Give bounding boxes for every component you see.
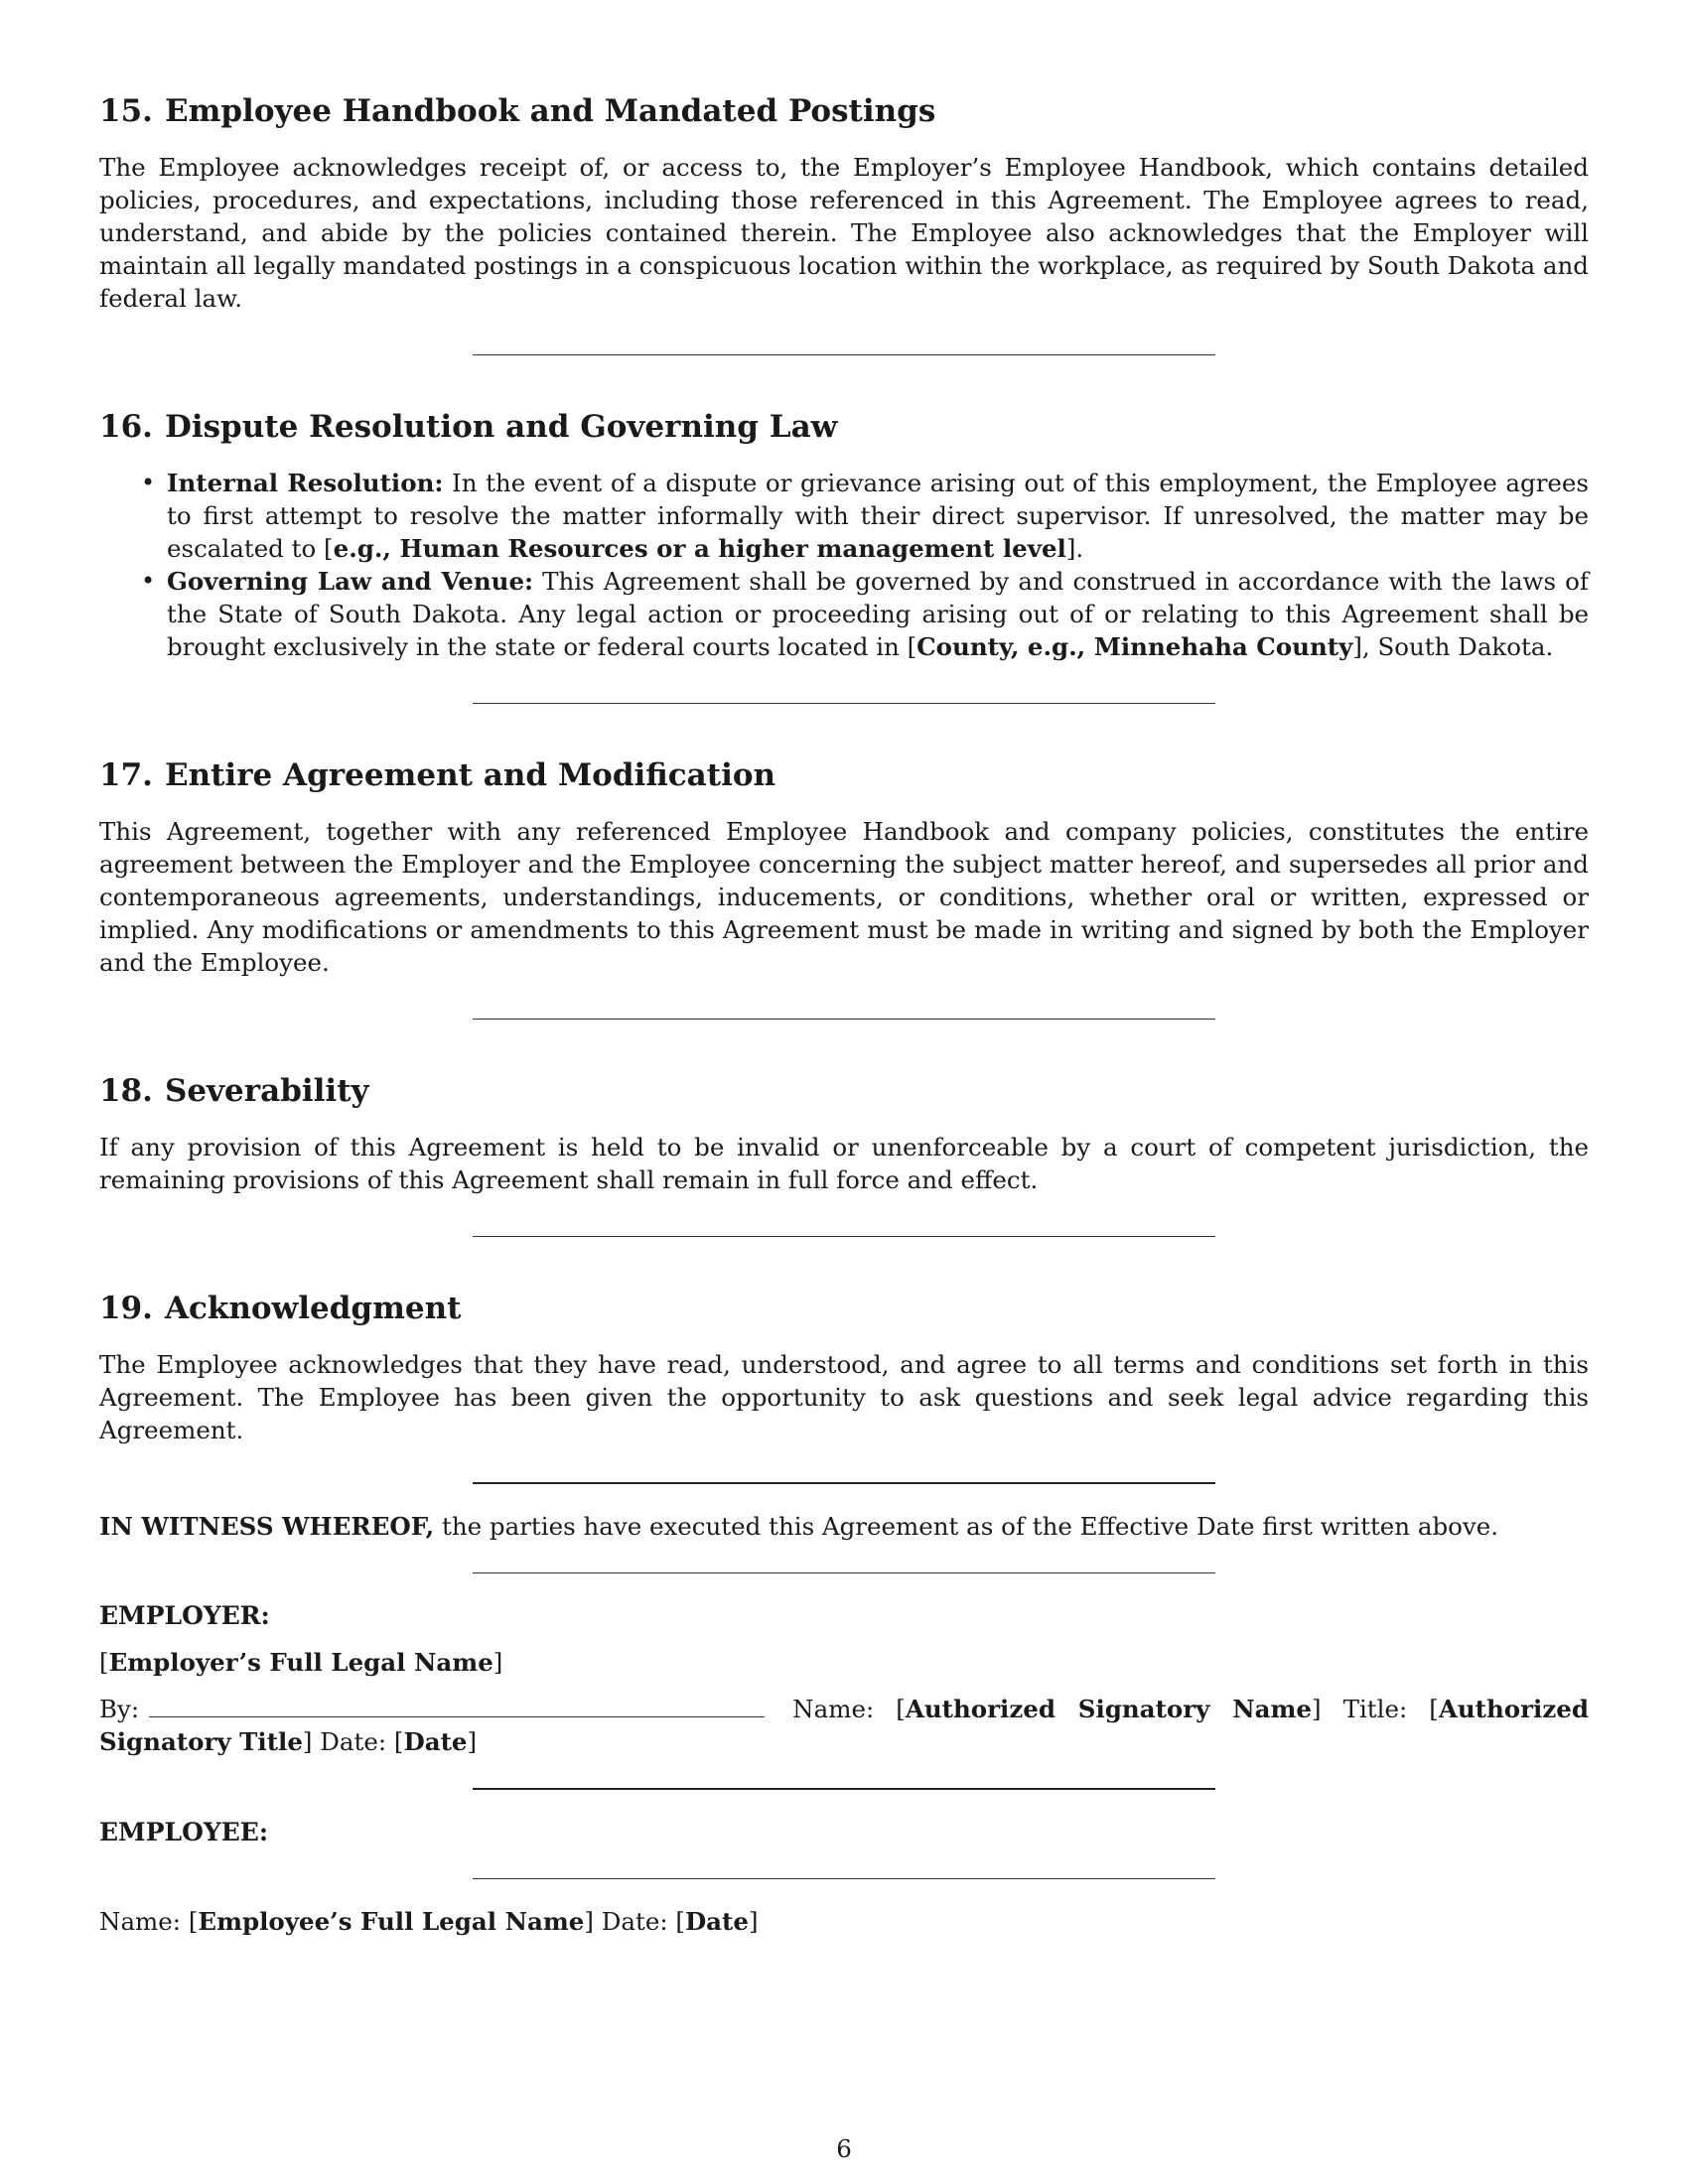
item-placeholder: e.g., Human Resources or a higher management level <box>333 534 1066 563</box>
section-divider <box>473 1482 1215 1484</box>
employee-signature-rule[interactable] <box>473 1878 1215 1879</box>
item-placeholder: County, e.g., Minnehaha County <box>916 632 1353 661</box>
bracket-close: ] <box>748 1907 759 1936</box>
section-18-heading <box>99 1071 1589 1111</box>
section-divider <box>473 354 1215 355</box>
witness-statement <box>99 1510 1589 1543</box>
section-number: 16. <box>99 409 153 445</box>
name-label: Name: [ <box>99 1907 199 1936</box>
employer-signature-blank[interactable] <box>149 1697 765 1717</box>
section-16-heading <box>99 407 1589 447</box>
section-19-body: The Employee acknowledges that they have read, understood, and agree to all terms and conditions set forth in this Agreement. The Employee has been given the opportunity to ask questions and seek legal advice regarding this Agreement. <box>99 1350 1589 1444</box>
employer-heading: EMPLOYER: <box>99 1601 270 1630</box>
witness-bold: IN WITNESS WHEREOF, <box>99 1512 435 1541</box>
by-label: By: <box>99 1695 140 1723</box>
section-title: Acknowledgment <box>164 1291 462 1326</box>
item-end: ]. <box>1065 534 1084 563</box>
section-title: Severability <box>164 1073 369 1109</box>
witness-text: the parties have executed this Agreement as of the Effective Date first written above. <box>434 1512 1499 1541</box>
date-label: ] Date: [ <box>302 1727 404 1756</box>
section-number: 17. <box>99 757 153 793</box>
page-number: 6 <box>836 2134 852 2163</box>
section-15-body: The Employee acknowledges receipt of, or access to, the Employer’s Employee Handbook, which contains detailed policies, procedures, and expectations, including those referenced in this Agreement. The Employee agrees to read, understand, and abide by the policies contained therein. The Employee also acknowledges that the Employer will maintain all legally mandated postings in a conspicuous location within the workplace, as required by South Dakota and federal law. <box>99 153 1589 313</box>
section-title: Entire Agreement and Modification <box>164 757 776 793</box>
item-label: Governing Law and Venue: <box>167 567 534 596</box>
section-19-heading <box>99 1289 1589 1328</box>
employer-name: Employer’s Full Legal Name <box>108 1648 493 1677</box>
employee-heading: EMPLOYEE: <box>99 1818 269 1846</box>
item-text: In the event of a dispute or grievance arising out of this employment, the Employee agrees to first attempt to resolve the matter informally with their direct supervisor. If unresolved, the matter may be escalated to [ <box>167 469 1589 563</box>
item-text: This Agreement shall be governed by and construed in accordance with the laws of the State of South Dakota. Any legal action or proceeding arising out of or relating to this Agreement shall be brought exclusively in the state or federal courts located in [ <box>167 567 1589 661</box>
employer-name-line <box>99 1646 1589 1679</box>
section-number: 18. <box>99 1073 153 1109</box>
item-end: ], South Dakota. <box>1352 632 1554 661</box>
employer-signature-line <box>99 1693 1589 1758</box>
list-item-governing-law <box>167 565 1589 663</box>
section-15-heading <box>99 91 1589 131</box>
bracket-close: ] <box>467 1727 478 1756</box>
name-label: Name: [ <box>771 1695 906 1723</box>
date-label: ] Date: [ <box>584 1907 685 1936</box>
item-label: Internal Resolution: <box>167 469 444 497</box>
bracket-close: ] <box>492 1648 503 1677</box>
section-title: Dispute Resolution and Governing Law <box>164 409 838 445</box>
section-divider <box>473 1236 1215 1237</box>
section-number: 15. <box>99 93 153 129</box>
section-17-heading <box>99 755 1589 795</box>
bracket-open: [ <box>99 1648 109 1677</box>
section-16-list <box>99 467 1589 663</box>
section-divider <box>473 1572 1215 1573</box>
signatory-title: Authorized Signatory Title <box>99 1695 1589 1756</box>
section-divider <box>473 1019 1215 1020</box>
signatory-name: Authorized Signatory Name <box>905 1695 1312 1723</box>
employee-name: Employee’s Full Legal Name <box>198 1907 585 1936</box>
section-17-body: This Agreement, together with any referenced Employee Handbook and company policies, constitutes the entire agreement between the Employer and the Employee concerning the subject matter hereof, and supersedes all prior and contemporaneous agreements, understandings, inducements, or conditions, whether oral or written, expressed or implied. Any modifications or amendments to this Agreement must be made in writing and signed by both the Employer and the Employee. <box>99 817 1589 977</box>
section-number: 19. <box>99 1291 153 1326</box>
section-title: Employee Handbook and Mandated Postings <box>164 93 936 129</box>
employer-date: Date <box>403 1727 468 1756</box>
section-18-body: If any provision of this Agreement is held to be invalid or unenforceable by a court of competent jurisdiction, the remaining provisions of this Agreement shall remain in full force and effect. <box>99 1133 1589 1194</box>
list-item-internal-resolution <box>167 467 1589 565</box>
section-divider <box>473 1788 1215 1790</box>
section-divider <box>473 703 1215 704</box>
employee-date: Date <box>684 1907 749 1936</box>
title-label: ] Title: [ <box>1311 1695 1439 1723</box>
employee-name-line <box>99 1905 1589 1938</box>
document-page <box>99 91 1589 1938</box>
